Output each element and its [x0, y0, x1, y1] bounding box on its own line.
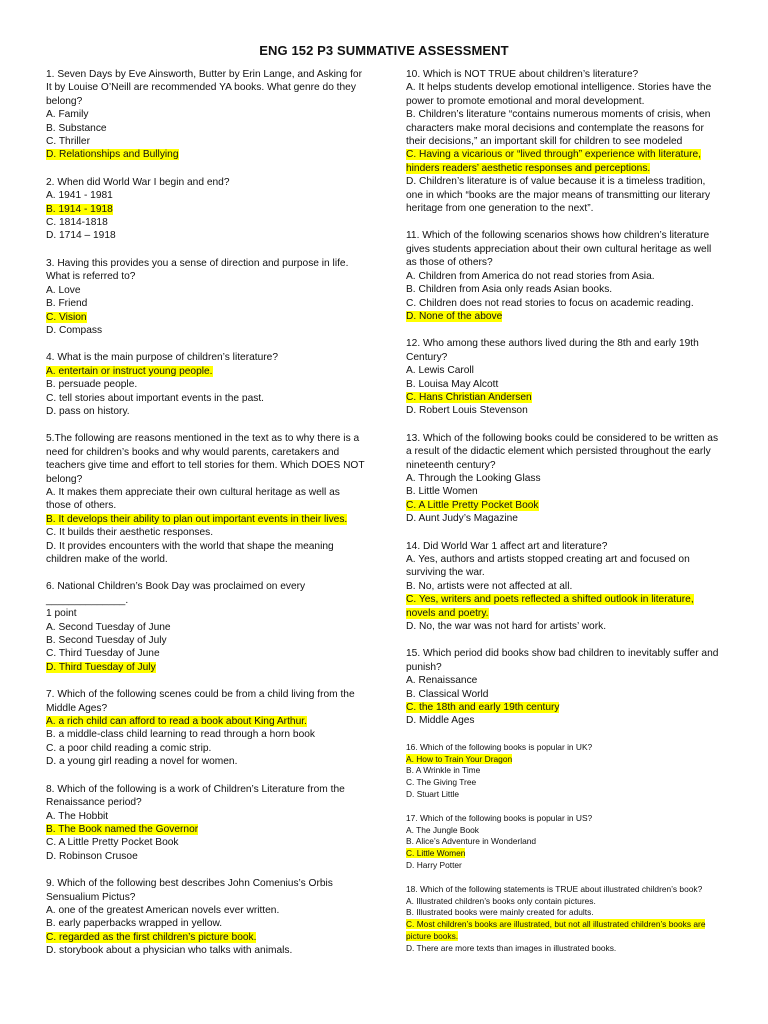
answer-option	[46, 944, 366, 957]
answer-option	[406, 674, 724, 687]
answer-option-label: B. Louisa May Alcott	[406, 378, 499, 390]
answer-option	[46, 540, 366, 567]
right-small-question-list	[406, 742, 724, 955]
question-text: 2. When did World War I begin and end?	[46, 176, 230, 188]
answer-option-label: B. Children from Asia only reads Asian books.	[406, 284, 613, 296]
answer-option	[406, 283, 724, 296]
answer-option-label: C. The Giving Tree	[406, 777, 477, 788]
answer-option-label: C. A Little Pretty Pocket Book	[46, 837, 179, 849]
question-text: 8. Which of the following is a work of Children’s Literature from the Renaissance period?	[46, 783, 345, 809]
answer-option-label: B. Illustrated books were mainly created for adults.	[406, 907, 594, 918]
question-item	[406, 884, 724, 955]
highlighted-answer-option	[406, 148, 724, 175]
question-text: 4. What is the main purpose of children’s literature?	[46, 352, 278, 364]
question-item	[46, 176, 366, 243]
highlighted-answer-option	[46, 203, 366, 216]
answer-option	[406, 378, 724, 391]
answer-option-label: A. The Jungle Book	[406, 824, 479, 835]
answer-option-label: A. Love	[46, 284, 81, 296]
answer-option-label: A. Renaissance	[406, 675, 478, 687]
answer-option-label: B. A Wrinkle in Time	[406, 765, 481, 776]
question-text: 3. Having this provides you a sense of direction and purpose in life. What is referred to?	[46, 257, 349, 283]
answer-option-label: B. a middle-class child learning to read through a horn book	[46, 729, 315, 741]
answer-option-label: A. It makes them appreciate their own cultural heritage as well as those of others.	[46, 486, 340, 512]
answer-option	[406, 472, 724, 485]
question-item	[46, 432, 366, 566]
question-text: 7. Which of the following scenes could be from a child living from the Middle Ages?	[46, 689, 355, 714]
answer-option	[46, 850, 366, 863]
highlighted-answer-option	[406, 593, 724, 620]
answer-option-label: B. Little Women	[406, 486, 478, 498]
question-text: 18. Which of the following statements is TRUE about illustrated children’s book?	[406, 883, 703, 894]
question-item	[46, 68, 366, 162]
answer-option-label: C. tell stories about important events in the past.	[46, 392, 265, 404]
question-text: 6. National Children’s Book Day was proclaimed on every ______________.	[46, 581, 306, 606]
highlighted-answer-option	[46, 365, 366, 378]
answer-option-label: C. 1814-1818	[46, 217, 108, 229]
answer-option-label: D. There are more texts than images in illustrated books.	[406, 942, 617, 953]
answer-option	[46, 755, 366, 768]
answer-option-label: C. Having a vicarious or “lived through” experience with literature, hinders readers’ aesthetic responses and perceptions.	[406, 149, 702, 174]
answer-option	[406, 765, 724, 777]
question-item	[46, 783, 366, 863]
question-text: 15. Which period did books show bad children to inevitably suffer and punish?	[406, 648, 719, 673]
question-item	[46, 877, 366, 957]
highlighted-answer-option	[46, 513, 366, 526]
answer-option-label: D. Stuart Little	[406, 789, 460, 800]
answer-option-label: C. Yes, writers and poets reflected a shifted outlook in literature, novels and poetry.	[406, 594, 694, 619]
question-text: 17. Which of the following books is popular in US?	[406, 812, 593, 823]
question-item	[406, 337, 724, 417]
answer-option	[46, 135, 366, 148]
answer-option-label: C. a poor child reading a comic strip.	[46, 742, 212, 754]
highlighted-answer-option	[46, 715, 366, 728]
highlighted-answer-option	[406, 919, 724, 943]
answer-option-label: D. storybook about a physician who talks with animals.	[46, 945, 293, 957]
answer-option	[406, 789, 724, 801]
question-item	[406, 229, 724, 323]
question-item	[46, 257, 366, 337]
answer-option-label: A. 1941 - 1981	[46, 190, 113, 202]
question-text: 5.The following are reasons mentioned in the text as to why there is a need for children’s books and why would parents, caretakers and teachers give time and effort to tell stories for them. Which DOES NOT belong?	[46, 433, 365, 485]
question-item	[46, 688, 366, 768]
answer-option-label: C. Little Women	[406, 848, 466, 859]
answer-option	[46, 122, 366, 135]
highlighted-answer-option	[406, 310, 724, 323]
answer-option	[46, 728, 366, 741]
right-question-list	[406, 68, 724, 728]
highlighted-answer-option	[46, 311, 366, 324]
answer-option-label: 1 point	[46, 608, 77, 620]
answer-option	[46, 297, 366, 310]
answer-option-label: A. a rich child can afford to read a book about King Arthur.	[46, 716, 307, 728]
answer-option-label: B. Alice’s Adventure in Wonderland	[406, 836, 537, 847]
question-text: 1. Seven Days by Eve Ainsworth, Butter by Erin Lange, and Asking for It by Louise O’Neill are recommended YA books. What genre do they belong?	[46, 69, 362, 107]
answer-option	[406, 512, 724, 525]
answer-option-label: C. It builds their aesthetic responses.	[46, 527, 214, 539]
question-text: 9. Which of the following best describes John Comenius’s Orbis Sensualium Pictus?	[46, 878, 333, 903]
answer-option	[46, 405, 366, 418]
answer-option	[46, 634, 366, 647]
answer-option	[46, 526, 366, 539]
page-title: ENG 152 P3 SUMMATIVE ASSESSMENT	[259, 43, 509, 58]
question-item	[406, 432, 724, 526]
answer-option-label: A. one of the greatest American novels ever written.	[46, 904, 280, 916]
answer-option	[406, 620, 724, 633]
question-item	[406, 647, 724, 727]
answer-option	[46, 810, 366, 823]
answer-option-label: A. How to Train Your Dragon	[406, 753, 513, 764]
highlighted-answer-option	[46, 148, 366, 161]
question-text: 14. Did World War 1 affect art and literature?	[406, 540, 608, 552]
question-text: 10. Which is NOT TRUE about children’s literature?	[406, 69, 639, 80]
highlighted-answer-option	[406, 754, 724, 766]
answer-option	[406, 836, 724, 848]
answer-option-label: D. Harry Potter	[406, 860, 462, 871]
answer-option-label: A. It helps students develop emotional intelligence. Stories have the power to promote emotional and moral development.	[406, 82, 712, 107]
answer-option	[406, 270, 724, 283]
answer-option-label: B. No, artists were not affected at all.	[406, 580, 573, 592]
answer-option	[46, 836, 366, 849]
answer-option	[406, 485, 724, 498]
answer-option	[46, 904, 366, 917]
answer-option-label: D. None of the above	[406, 310, 503, 322]
answer-option-label: B. The Book named the Governor	[46, 823, 199, 835]
answer-option	[406, 907, 724, 919]
answer-option-label: B. Second Tuesday of July	[46, 635, 167, 647]
answer-option-label: C. Most children’s books are illustrated, but not all illustrated children’s books are picture books.	[406, 919, 706, 942]
answer-option	[46, 324, 366, 337]
answer-option-label: A. Lewis Caroll	[406, 365, 474, 377]
highlighted-answer-option	[406, 499, 724, 512]
answer-option	[46, 108, 366, 121]
answer-option-label: D. Robinson Crusoe	[46, 850, 138, 862]
answer-option-label: D. 1714 – 1918	[46, 230, 116, 242]
answer-option	[406, 108, 724, 148]
answer-option	[406, 364, 724, 377]
question-text: 11. Which of the following scenarios shows how children’s literature gives students appreciation about their own cultural heritage as well as those of others?	[406, 230, 712, 269]
answer-option-label: A. Children from America do not read stories from Asia.	[406, 270, 655, 282]
answer-option-label: C. Children does not read stories to focus on academic reading.	[406, 297, 694, 309]
answer-option-label: A. Through the Looking Glass	[406, 472, 541, 484]
answer-option-label: B. early paperbacks wrapped in yellow.	[46, 918, 223, 930]
answer-option	[46, 392, 366, 405]
question-text: 16. Which of the following books is popular in UK?	[406, 741, 593, 752]
answer-option-label: D. Robert Louis Stevenson	[406, 405, 528, 417]
answer-option	[46, 742, 366, 755]
highlighted-answer-option	[46, 661, 366, 674]
answer-option-label: D. No, the war was not hard for artists’ work.	[406, 621, 607, 633]
answer-option	[406, 404, 724, 417]
answer-option	[406, 81, 724, 108]
highlighted-answer-option	[46, 931, 366, 944]
answer-option-label: D. It provides encounters with the world that shape the meaning children make of the world.	[46, 540, 334, 565]
answer-option-label: C. the 18th and early 19th century	[406, 702, 560, 714]
answer-option-label: A. entertain or instruct young people.	[46, 365, 213, 377]
highlighted-answer-option	[406, 391, 724, 404]
answer-option	[406, 860, 724, 872]
answer-option-label: D. a young girl reading a novel for women.	[46, 756, 238, 768]
answer-option	[46, 378, 366, 391]
answer-option	[406, 297, 724, 310]
answer-option-label: D. Third Tuesday of July	[46, 661, 156, 673]
answer-option	[406, 777, 724, 789]
answer-option	[46, 216, 366, 229]
answer-option-label: A. Second Tuesday of June	[46, 621, 171, 633]
answer-option-label: C. Third Tuesday of June	[46, 648, 160, 660]
answer-option-label: A. Yes, authors and artists stopped creating art and focused on surviving the war.	[406, 554, 690, 579]
answer-option	[406, 553, 724, 580]
answer-option-label: A. The Hobbit	[46, 810, 109, 822]
answer-option-label: D. Relationships and Bullying	[46, 149, 179, 161]
answer-option-label: A. Illustrated children’s books only contain pictures.	[406, 895, 596, 906]
answer-option	[46, 284, 366, 297]
answer-option-label: B. Classical World	[406, 688, 489, 700]
answer-option	[46, 486, 366, 513]
question-item	[406, 742, 724, 801]
question-item	[46, 351, 366, 418]
answer-option	[46, 917, 366, 930]
answer-option	[406, 175, 724, 215]
highlighted-answer-option	[46, 823, 366, 836]
answer-option-label: C. A Little Pretty Pocket Book	[406, 499, 539, 511]
question-text: 13. Which of the following books could be considered to be written as a result of the didactic element which persisted throughout the early nineteenth century?	[406, 432, 719, 471]
answer-option	[46, 621, 366, 634]
answer-option-label: B. It develops their ability to plan out important events in their lives.	[46, 513, 348, 525]
answer-option-label: D. Children’s literature is of value because it is a timeless tradition, one in which “books are the major means of transmitting our literary heritage from one generation to the next”.	[406, 176, 711, 215]
answer-option-label: C. Vision	[46, 311, 87, 323]
answer-option	[406, 714, 724, 727]
left-column	[46, 68, 366, 972]
answer-option-label: D. Aunt Judy’s Magazine	[406, 513, 518, 525]
answer-option	[406, 943, 724, 955]
answer-option	[406, 580, 724, 593]
answer-option	[46, 607, 366, 620]
answer-option-label: C. Thriller	[46, 136, 90, 148]
answer-option-label: B. persuade people.	[46, 379, 138, 391]
answer-option	[46, 647, 366, 660]
answer-option	[406, 896, 724, 908]
answer-option-label: B. Substance	[46, 122, 107, 134]
answer-option	[46, 229, 366, 242]
answer-option-label: B. 1914 - 1918	[46, 203, 113, 215]
question-item	[406, 68, 724, 215]
question-item	[406, 813, 724, 872]
answer-option-label: D. Middle Ages	[406, 715, 475, 727]
answer-option	[46, 189, 366, 202]
answer-option	[406, 825, 724, 837]
right-column	[406, 68, 724, 967]
answer-option-label: B. Friend	[46, 298, 88, 310]
answer-option-label: C. regarded as the first children’s picture book.	[46, 931, 257, 943]
question-item	[406, 540, 724, 634]
highlighted-answer-option	[406, 848, 724, 860]
answer-option-label: B. Children’s literature “contains numerous moments of crisis, when characters make moral decisions and contemplate the reasons for their decisions,” an important skill for children to see modeled	[406, 109, 711, 148]
question-text: 12. Who among these authors lived during the 8th and early 19th Century?	[406, 338, 699, 363]
answer-option-label: A. Family	[46, 109, 89, 121]
question-item	[46, 580, 366, 674]
answer-option-label: D. Compass	[46, 324, 103, 336]
answer-option	[406, 688, 724, 701]
answer-option-label: D. pass on history.	[46, 405, 130, 417]
highlighted-answer-option	[406, 701, 724, 714]
answer-option-label: C. Hans Christian Andersen	[406, 391, 532, 403]
